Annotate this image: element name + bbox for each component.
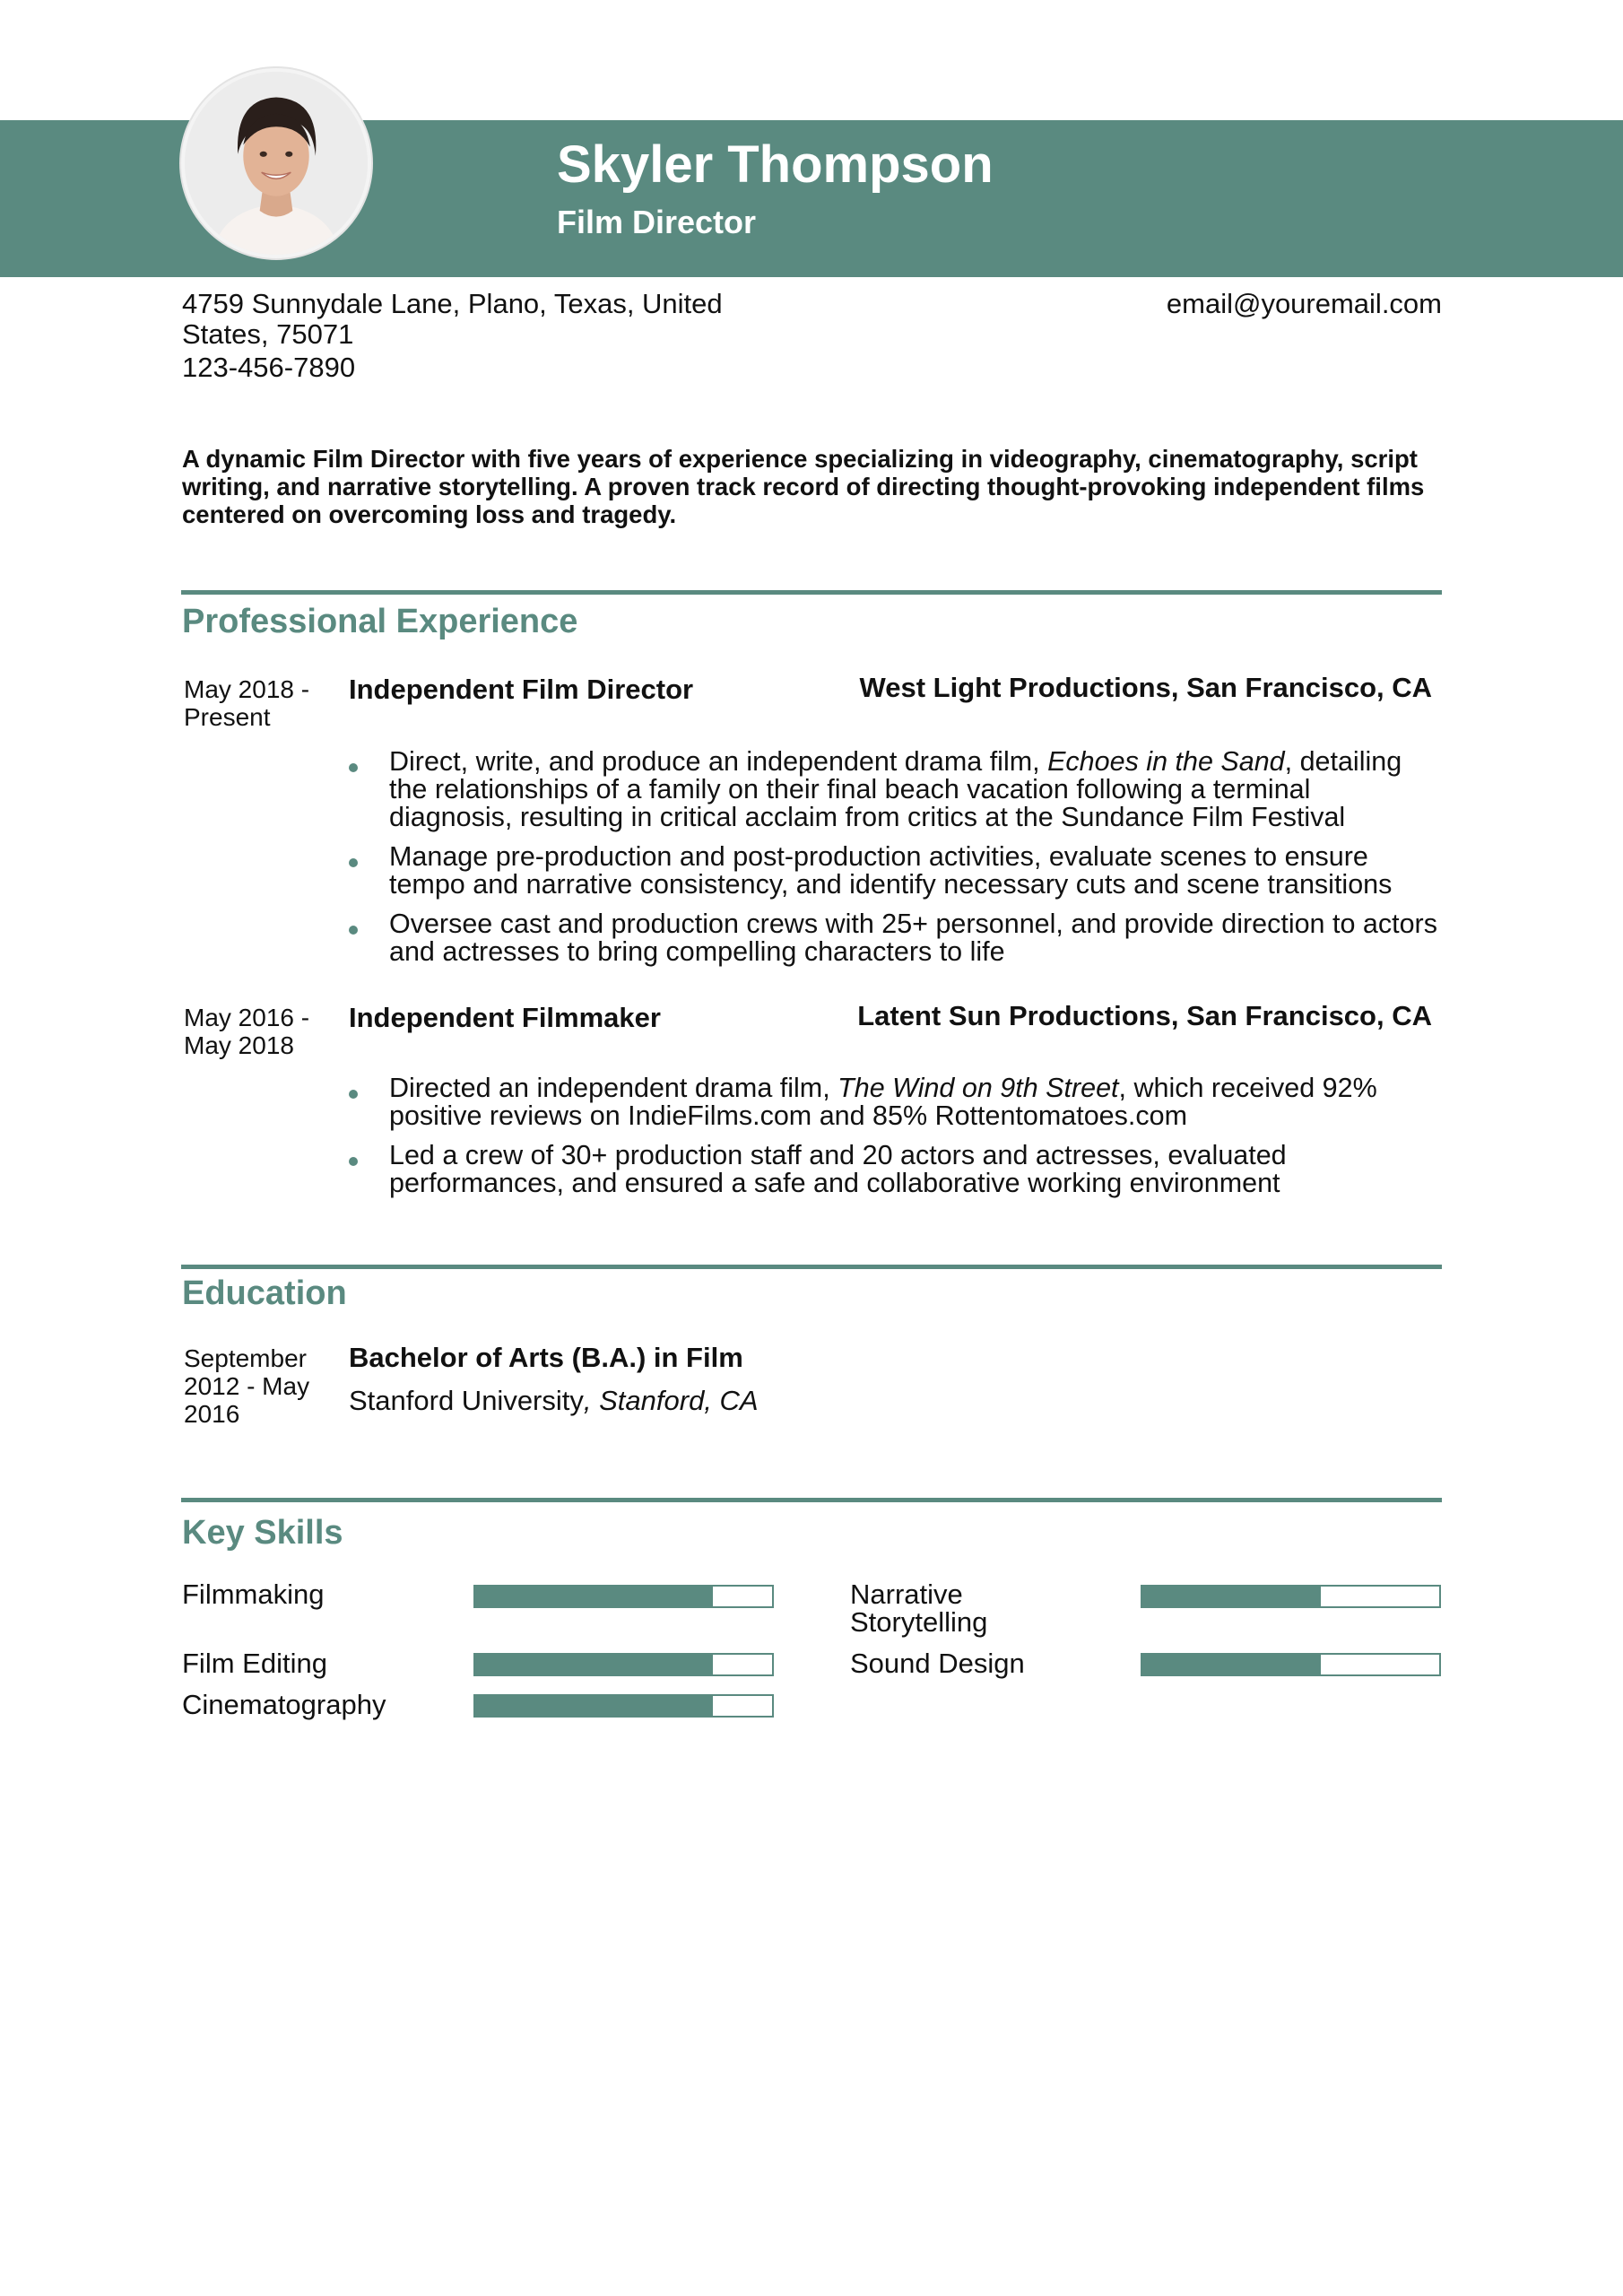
- job-role: Independent Film Director: [349, 674, 694, 705]
- skill-level-fill: [475, 1587, 713, 1606]
- skill-level-bar: [1141, 1653, 1441, 1676]
- skill-name: Film Editing: [182, 1648, 327, 1679]
- job-company: West Light Productions, San Francisco, CA: [859, 672, 1432, 703]
- bullet-text: , detailing the relationships of a family on their final beach vacation following a terminal diagnosis, resulting in critical acclaim from critics at the Sundance Film Festival: [389, 746, 1402, 832]
- contact-email: email@youremail.com: [1166, 288, 1442, 319]
- job-company: Latent Sun Productions, San Francisco, CA: [857, 1000, 1432, 1031]
- candidate-title: Film Director: [557, 204, 757, 240]
- bullet-text: Manage pre-production and post-production activities, evaluate scenes to ensure tempo and narrative consistency, and identify necessary cuts and scene transitions: [389, 841, 1393, 900]
- film-title: Echoes in the Sand: [1047, 746, 1285, 777]
- bullet-dot-icon: [349, 763, 358, 772]
- bullet-dot-icon: [349, 1157, 358, 1166]
- skill-name: Filmmaking: [182, 1578, 325, 1610]
- skill-level-bar: [473, 1694, 774, 1718]
- contact-phone: 123-456-7890: [182, 352, 356, 383]
- skill-level-bar: [473, 1653, 774, 1676]
- list-item: [349, 1142, 1438, 1197]
- skill-name: Sound Design: [850, 1648, 1025, 1679]
- skill-level-fill: [1142, 1587, 1321, 1606]
- education-degree: Bachelor of Arts (B.A.) in Film: [349, 1342, 743, 1373]
- bullet-dot-icon: [349, 926, 358, 935]
- section-divider: [181, 1265, 1442, 1269]
- job-bullets: [349, 1074, 1438, 1209]
- job-date: May 2018 - Present: [184, 675, 310, 731]
- bullet-dot-icon: [349, 858, 358, 867]
- summary-paragraph: A dynamic Film Director with five years of experience specializing in videography, cinematography, script writing, and narrative storytelling. A proven track record of directing thought-provoking independent films centered on overcoming loss and tragedy.: [182, 445, 1425, 528]
- skill-level-bar: [1141, 1585, 1441, 1608]
- section-title-experience: Professional Experience: [182, 603, 578, 640]
- section-divider: [181, 1498, 1442, 1502]
- bullet-text: Directed an independent drama film,: [389, 1073, 838, 1103]
- skill-level-bar: [473, 1585, 774, 1608]
- list-item: [349, 1074, 1438, 1130]
- skill-name: Narrative Storytelling: [850, 1578, 988, 1638]
- bullet-text: Led a crew of 30+ production staff and 20 actors and actresses, evaluated performances, and ensured a safe and collaborative working environment: [389, 1140, 1287, 1198]
- school-name: Stanford University: [349, 1385, 584, 1416]
- skill-level-fill: [475, 1696, 713, 1716]
- bullet-text: Direct, write, and produce an independent drama film,: [389, 746, 1048, 777]
- section-title-skills: Key Skills: [182, 1514, 343, 1552]
- candidate-name: Skyler Thompson: [557, 135, 994, 194]
- film-title: The Wind on 9th Street: [838, 1073, 1119, 1103]
- contact-address: 4759 Sunnydale Lane, Plano, Texas, United States, 75071: [182, 288, 723, 350]
- list-item: [349, 748, 1438, 831]
- education-school: [349, 1385, 759, 1417]
- section-divider: [181, 590, 1442, 595]
- education-date: September 2012 - May 2016: [184, 1344, 310, 1428]
- job-bullets: [349, 748, 1438, 978]
- job-role: Independent Filmmaker: [349, 1002, 661, 1033]
- profile-photo: [181, 68, 371, 258]
- skill-name: Cinematography: [182, 1689, 386, 1720]
- job-date: May 2016 - May 2018: [184, 1004, 310, 1059]
- person-portrait-icon: [185, 72, 368, 255]
- bullet-text: Oversee cast and production crews with 25+ personnel, and provide direction to actors and actresses to bring compelling characters to life: [389, 909, 1437, 967]
- skill-level-fill: [475, 1655, 713, 1674]
- bullet-text: , which received 92% positive reviews on IndieFilms.com and 85% Rottentomatoes.com: [389, 1073, 1377, 1131]
- bullet-dot-icon: [349, 1090, 358, 1099]
- school-location: , Stanford, CA: [583, 1385, 759, 1416]
- list-item: [349, 843, 1438, 899]
- skill-level-fill: [1142, 1655, 1321, 1674]
- section-title-education: Education: [182, 1274, 347, 1312]
- list-item: [349, 910, 1438, 966]
